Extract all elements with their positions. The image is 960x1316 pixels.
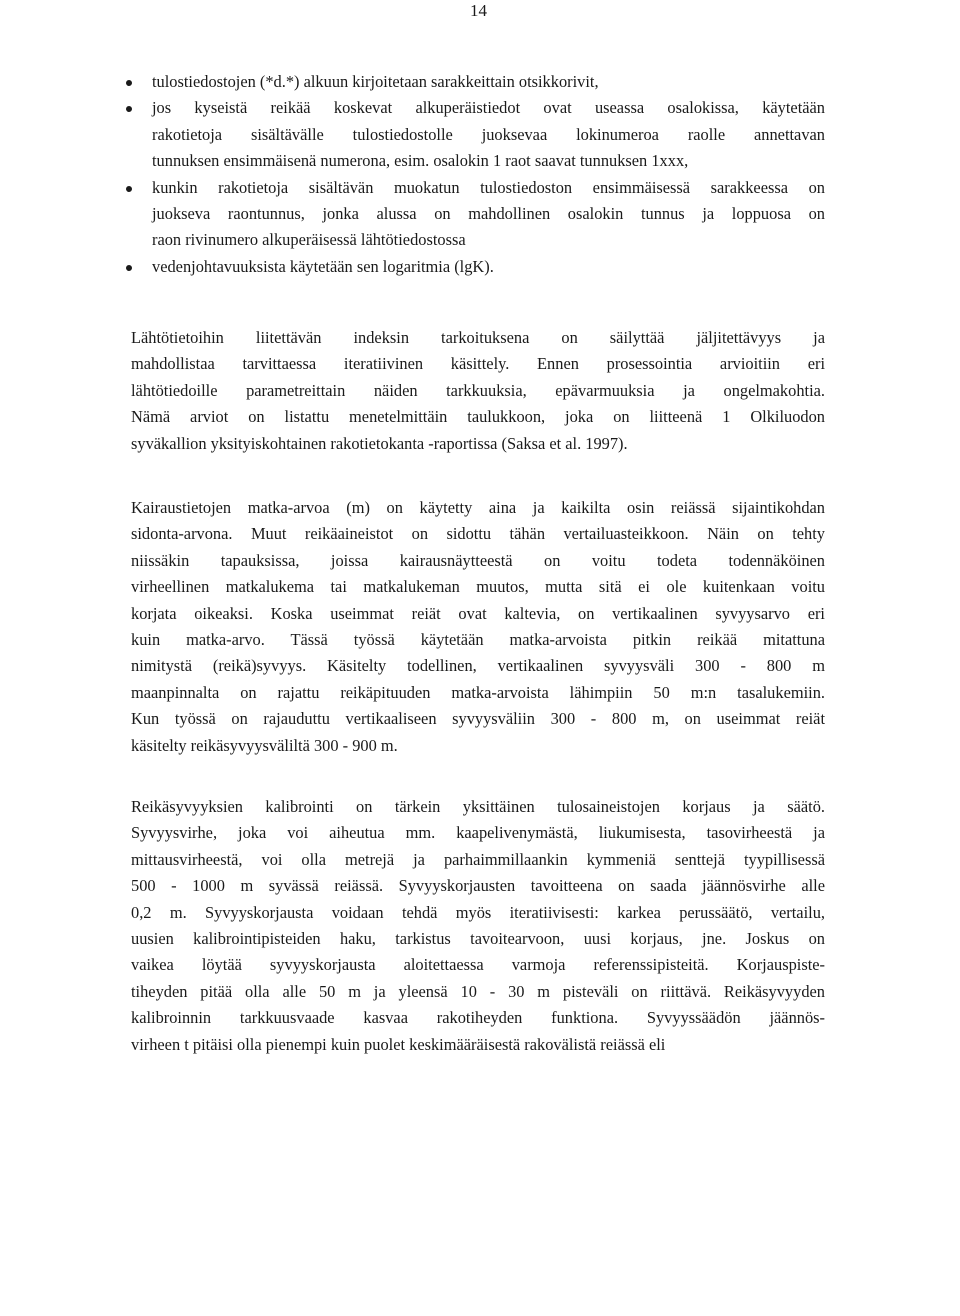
paragraph-borehole-length — [131, 495, 825, 759]
text-line: vedenjohtavuuksista käytetään sen logaritmia (lgK). — [152, 256, 494, 276]
text-line: tiheyden pitää olla alle 50 m ja yleensä 10 - 30 m pisteväli on riittävä. Reikäsyvyyden — [131, 981, 825, 1001]
text-line: mahdollistaa tarvittaessa iteratiivinen käsittely. Ennen prosessointia arvioitiin eri — [131, 354, 825, 374]
text-line: 500 - 1000 m syvässä reiässä. Syvyyskorjausten tavoitteena on saada jäännösvirhe alle — [131, 876, 825, 896]
text-line: virheellinen matkalukema tai matkalukeman muutos, mutta sitä ei ole kuitenkaan voitu — [131, 577, 825, 597]
text-line: juokseva raontunnus, jonka alussa on mahdollinen osalokin tunnus ja loppuosa on — [152, 204, 825, 224]
text-line: korjata oikeaksi. Koska useimmat reiät ovat kaltevia, on vertikaalinen syvyysarvo eri — [131, 603, 825, 623]
text-line: sidonta-arvona. Muut reikäaineistot on sidottu tähän vertailuasteikkoon. Näin on tehty — [131, 524, 825, 544]
text-line: virheen t pitäisi olla pienempi kuin puolet keskimääräisestä rakovälistä reiässä eli — [131, 1034, 666, 1054]
text-line: 0,2 m. Syvyyskorjausta voidaan tehdä myös iteratiivisesti: karkea perussäätö, vertailu, — [131, 902, 825, 922]
list-item — [120, 254, 825, 280]
text-line: kalibroinnin tarkkuusvaade kasvaa rakotiheyden funktiona. Syvyyssäädön jäännös- — [131, 1008, 825, 1028]
text-line: Kairaustietojen matka-arvoa (m) on käytetty aina ja kaikilta osin reiässä sijaintikohdan — [131, 498, 825, 517]
text-line: tulostiedostojen (*d.*) alkuun kirjoitetaan sarakkeittain otsikkorivit, — [152, 72, 599, 91]
text-line: jos kyseistä reikää koskevat alkuperäistiedot ovat useassa osalokissa, käytetään — [152, 98, 825, 118]
text-line: Lähtötietoihin liitettävän indeksin tarkoituksena on säilyttää jäljitettävyys ja — [131, 328, 825, 347]
text-line: Syvyysvirhe, joka voi aiheutua mm. kaapelivenymästä, liukumisesta, tasovirheestä ja — [131, 823, 825, 843]
list-item — [120, 175, 825, 254]
text-line: syväkallion yksityiskohtainen rakotietokanta -raportissa (Saksa et al. 1997). — [131, 433, 628, 453]
text-line: lähtötiedoille parametreittain näiden tarkkuuksia, epävarmuuksia ja ongelmakohtia. — [131, 380, 825, 400]
text-line: Reikäsyvyyksien kalibrointi on tärkein yksittäinen tulosaineistojen korjaus ja säätö. — [131, 797, 825, 816]
paragraph-source-index — [131, 325, 825, 457]
text-line: mittausvirheestä, voi olla metrejä ja parhaimmillaankin kymmeniä senttejä tyypillisessä — [131, 849, 825, 869]
text-line: uusien kalibrointipisteiden haku, tarkistus tavoitearvoon, uusi korjaus, jne. Joskus on — [131, 929, 825, 949]
text-line: Nämä arviot on listattu menetelmittäin taulukkoon, joka on liitteenä 1 Olkiluodon — [131, 407, 825, 427]
text-line: vaikea löytää syvyyskorjausta aloitettaessa varmoja referenssipisteitä. Korjauspiste- — [131, 955, 825, 975]
paragraph-depth-calibration — [131, 794, 825, 1058]
text-line: kuin matka-arvo. Tässä työssä käytetään matka-arvoista pitkin reikää mitattuna — [131, 630, 825, 650]
text-line: maanpinnalta on rajattu reikäpituuden matka-arvoista lähimpiin 50 m:n tasalukemiin. — [131, 682, 825, 702]
list-item — [120, 95, 825, 174]
text-line: niissäkin tapauksissa, joissa kairausnäytteestä on voitu todeta todennäköinen — [131, 550, 825, 570]
text-line: kunkin rakotietoja sisältävän muokatun tulostiedoston ensimmäisessä sarakkeessa on — [152, 177, 825, 197]
text-line: käsitelty reikäsyvyysväliltä 300 - 900 m. — [131, 735, 398, 755]
text-line: raon rivinumero alkuperäisessä lähtötiedostossa — [152, 230, 466, 250]
text-line: rakotietoja sisältävälle tulostiedostolle juoksevaa lokinumeroa raolle annettavan — [152, 124, 825, 144]
text-line: nimitystä (reikä)syvyys. Käsitelty todellinen, vertikaalinen syvyysväli 300 - 800 m — [131, 656, 825, 676]
page-number: 14 — [470, 1, 487, 20]
text-line: tunnuksen ensimmäisenä numerona, esim. osalokin 1 raot saavat tunnuksen 1xxx, — [152, 151, 689, 171]
list-item — [120, 69, 825, 95]
bullet-list — [120, 69, 825, 280]
text-line: Kun työssä on rajauduttu vertikaaliseen syvyysväliin 300 - 800 m, on useimmat reiät — [131, 709, 825, 729]
